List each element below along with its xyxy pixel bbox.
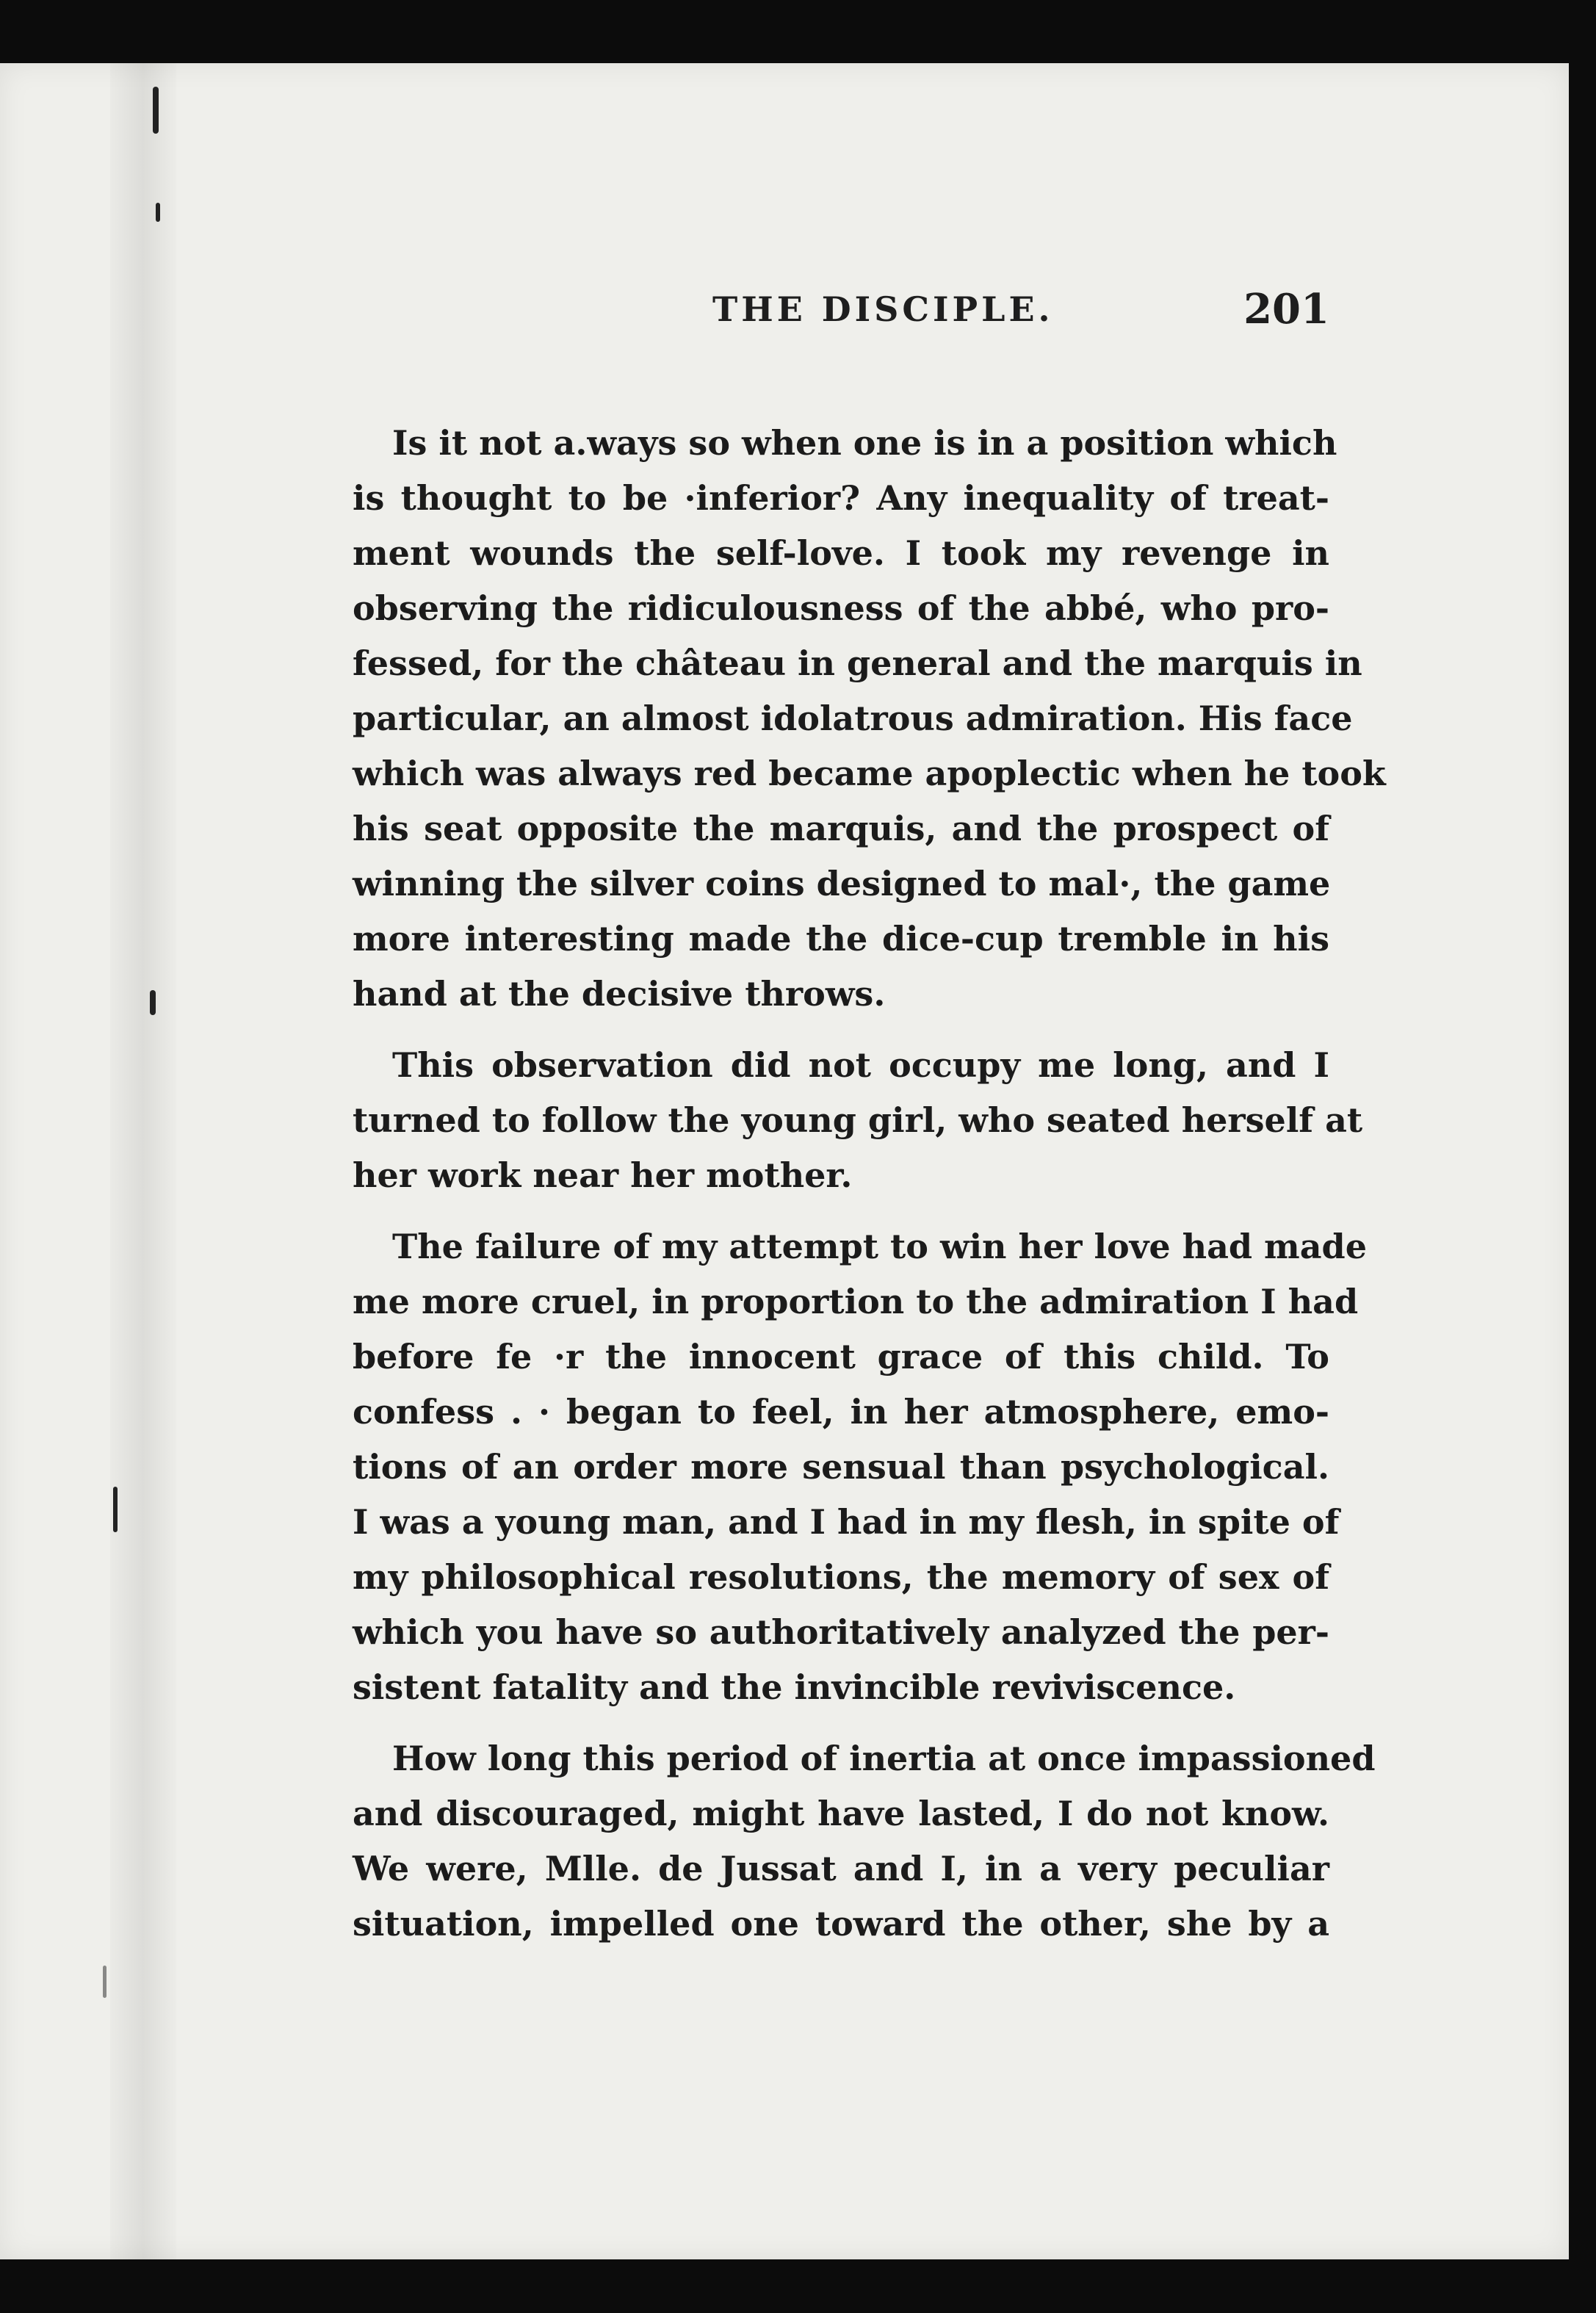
text-line: We were, Mlle. de Jussat and I, in a very peculiar <box>353 1849 1329 1888</box>
text-line: hand at the decisive throws. <box>353 974 886 1014</box>
text-line: is thought to be ·inferior? Any inequality of treat- <box>353 478 1329 518</box>
text-line: which you have so authoritatively analyzed the per- <box>353 1612 1329 1652</box>
text-line: which was always red became apoplectic when he took <box>353 754 1386 793</box>
text-line: my philosophical resolutions, the memory of sex of <box>353 1557 1329 1597</box>
page-gutter-shadow <box>110 63 176 2259</box>
text-line: and discouraged, might have lasted, I do not know. <box>353 1794 1329 1833</box>
text-line: more interesting made the dice-cup tremble in his <box>353 919 1329 959</box>
text-line: winning the silver coins designed to mal·, the game <box>353 864 1331 903</box>
page-number: 201 <box>1243 285 1329 333</box>
paragraph <box>353 1038 1363 1203</box>
text-line: before fe ·r the innocent grace of this child. To <box>353 1337 1329 1376</box>
paragraph <box>353 1219 1367 1715</box>
text-line: me more cruel, in proportion to the admiration I had <box>353 1282 1359 1321</box>
text-line: How long this period of inertia at once impassioned <box>392 1739 1376 1778</box>
text-line: ment wounds the self-love. I took my revenge in <box>353 533 1329 573</box>
text-line: The failure of my attempt to win her love had made <box>392 1227 1367 1266</box>
margin-mark <box>156 203 160 222</box>
text-line: I was a young man, and I had in my flesh, in spite of <box>353 1502 1340 1542</box>
margin-mark <box>103 1966 106 1998</box>
paragraph-gap <box>353 1715 1329 1731</box>
body-text <box>353 416 1386 1952</box>
text-line: particular, an almost idolatrous admiration. His face <box>353 699 1353 738</box>
paragraph <box>353 1731 1376 1952</box>
text-line: turned to follow the young girl, who seated herself at <box>353 1100 1363 1140</box>
paragraph <box>353 416 1386 1022</box>
text-line: her work near her mother. <box>353 1155 853 1195</box>
margin-mark <box>113 1487 118 1532</box>
paragraph-gap <box>353 1203 1329 1219</box>
margin-mark <box>153 87 159 134</box>
margin-mark <box>150 990 156 1015</box>
text-line: Is it not a.ways so when one is in a position which <box>392 423 1337 463</box>
text-line: observing the ridiculousness of the abbé, who pro- <box>353 588 1329 628</box>
text-line: his seat opposite the marquis, and the prospect of <box>353 809 1329 848</box>
text-line: sistent fatality and the invincible reviviscence. <box>353 1667 1236 1707</box>
text-line: This observation did not occupy me long, and I <box>392 1045 1329 1085</box>
book-page <box>0 63 1569 2259</box>
page-header <box>353 285 1337 348</box>
running-title: THE DISCIPLE. <box>712 289 1054 329</box>
text-line: tions of an order more sensual than psychological. <box>353 1447 1329 1487</box>
text-line: situation, impelled one toward the other, she by a <box>353 1904 1329 1944</box>
text-line: confess . · began to feel, in her atmosphere, emo- <box>353 1392 1329 1432</box>
text-line: fessed, for the château in general and the marquis in <box>353 643 1362 683</box>
paragraph-gap <box>353 1022 1329 1038</box>
